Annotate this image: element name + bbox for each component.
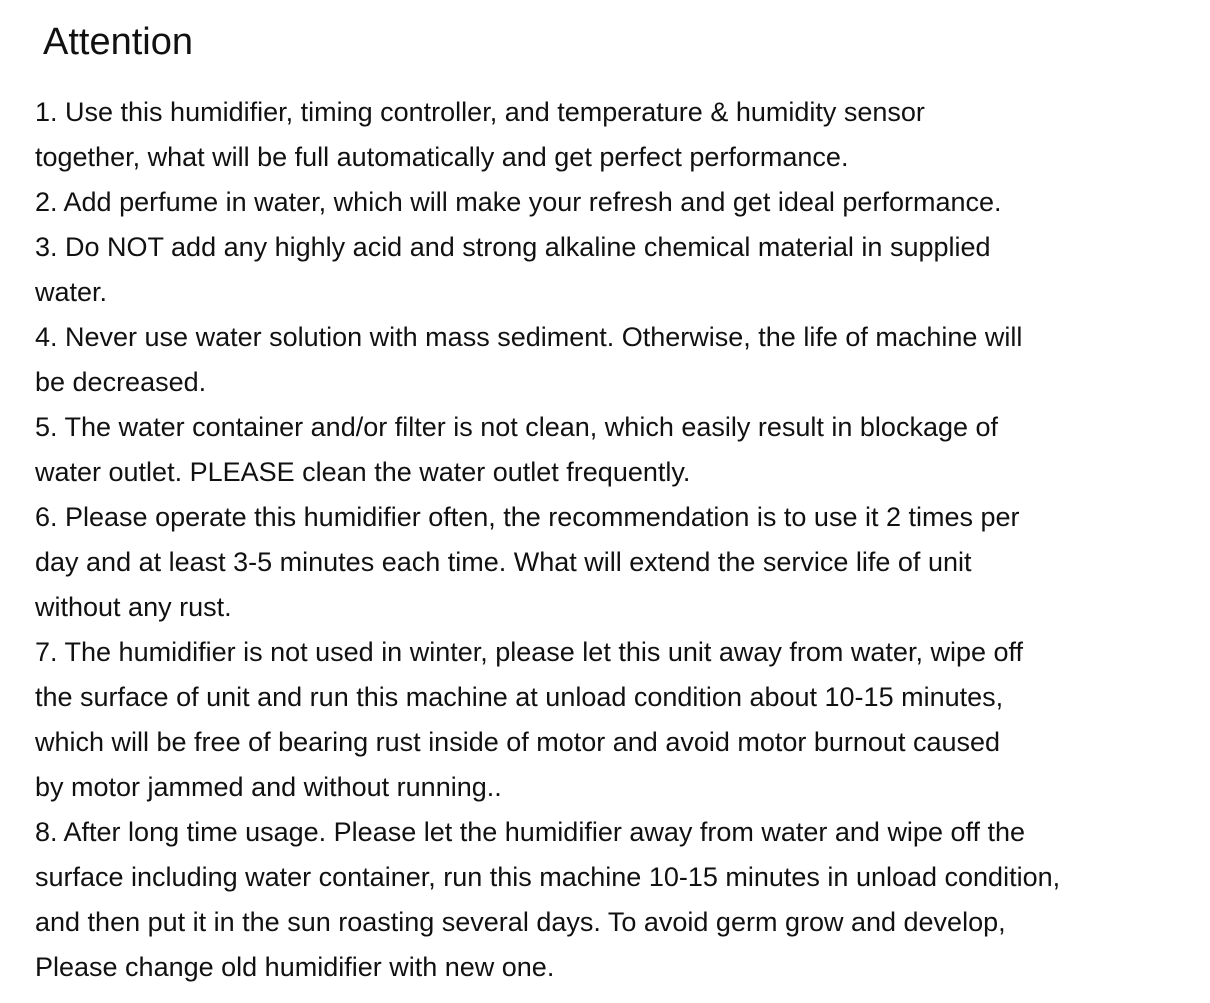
attention-list [35, 90, 1195, 990]
text-line: together, what will be full automatically and get perfect performance. [35, 142, 849, 172]
page-title: Attention [43, 21, 193, 63]
text-line: surface including water container, run this machine 10-15 minutes in unload condition, [35, 862, 1061, 892]
text-line: and then put it in the sun roasting several days. To avoid germ grow and develop, [35, 907, 1006, 937]
text-line: 2. Add perfume in water, which will make your refresh and get ideal performance. [35, 187, 1002, 217]
text-line: 3. Do NOT add any highly acid and strong alkaline chemical material in supplied [35, 232, 991, 262]
text-line: day and at least 3-5 minutes each time. What will extend the service life of unit [35, 547, 972, 577]
text-line: which will be free of bearing rust inside of motor and avoid motor burnout caused [35, 727, 1001, 757]
text-line: be decreased. [35, 367, 207, 397]
text-line: 5. The water container and/or filter is not clean, which easily result in blockage of [35, 412, 999, 442]
text-line: 4. Never use water solution with mass sediment. Otherwise, the life of machine will [35, 322, 1023, 352]
text-line: Please change old humidifier with new one. [35, 952, 555, 982]
text-line: 1. Use this humidifier, timing controller, and temperature & humidity sensor [35, 97, 925, 127]
text-line: 7. The humidifier is not used in winter, please let this unit away from water, wipe off [35, 637, 1024, 667]
text-line: water outlet. PLEASE clean the water outlet frequently. [35, 457, 691, 487]
text-line: water. [35, 277, 108, 307]
text-line: 8. After long time usage. Please let the humidifier away from water and wipe off the [35, 817, 1026, 847]
text-line: by motor jammed and without running.. [35, 772, 502, 802]
text-line: 6. Please operate this humidifier often, the recommendation is to use it 2 times per [35, 502, 1020, 532]
text-line: the surface of unit and run this machine at unload condition about 10-15 minutes, [35, 682, 1004, 712]
text-line: without any rust. [35, 592, 232, 622]
